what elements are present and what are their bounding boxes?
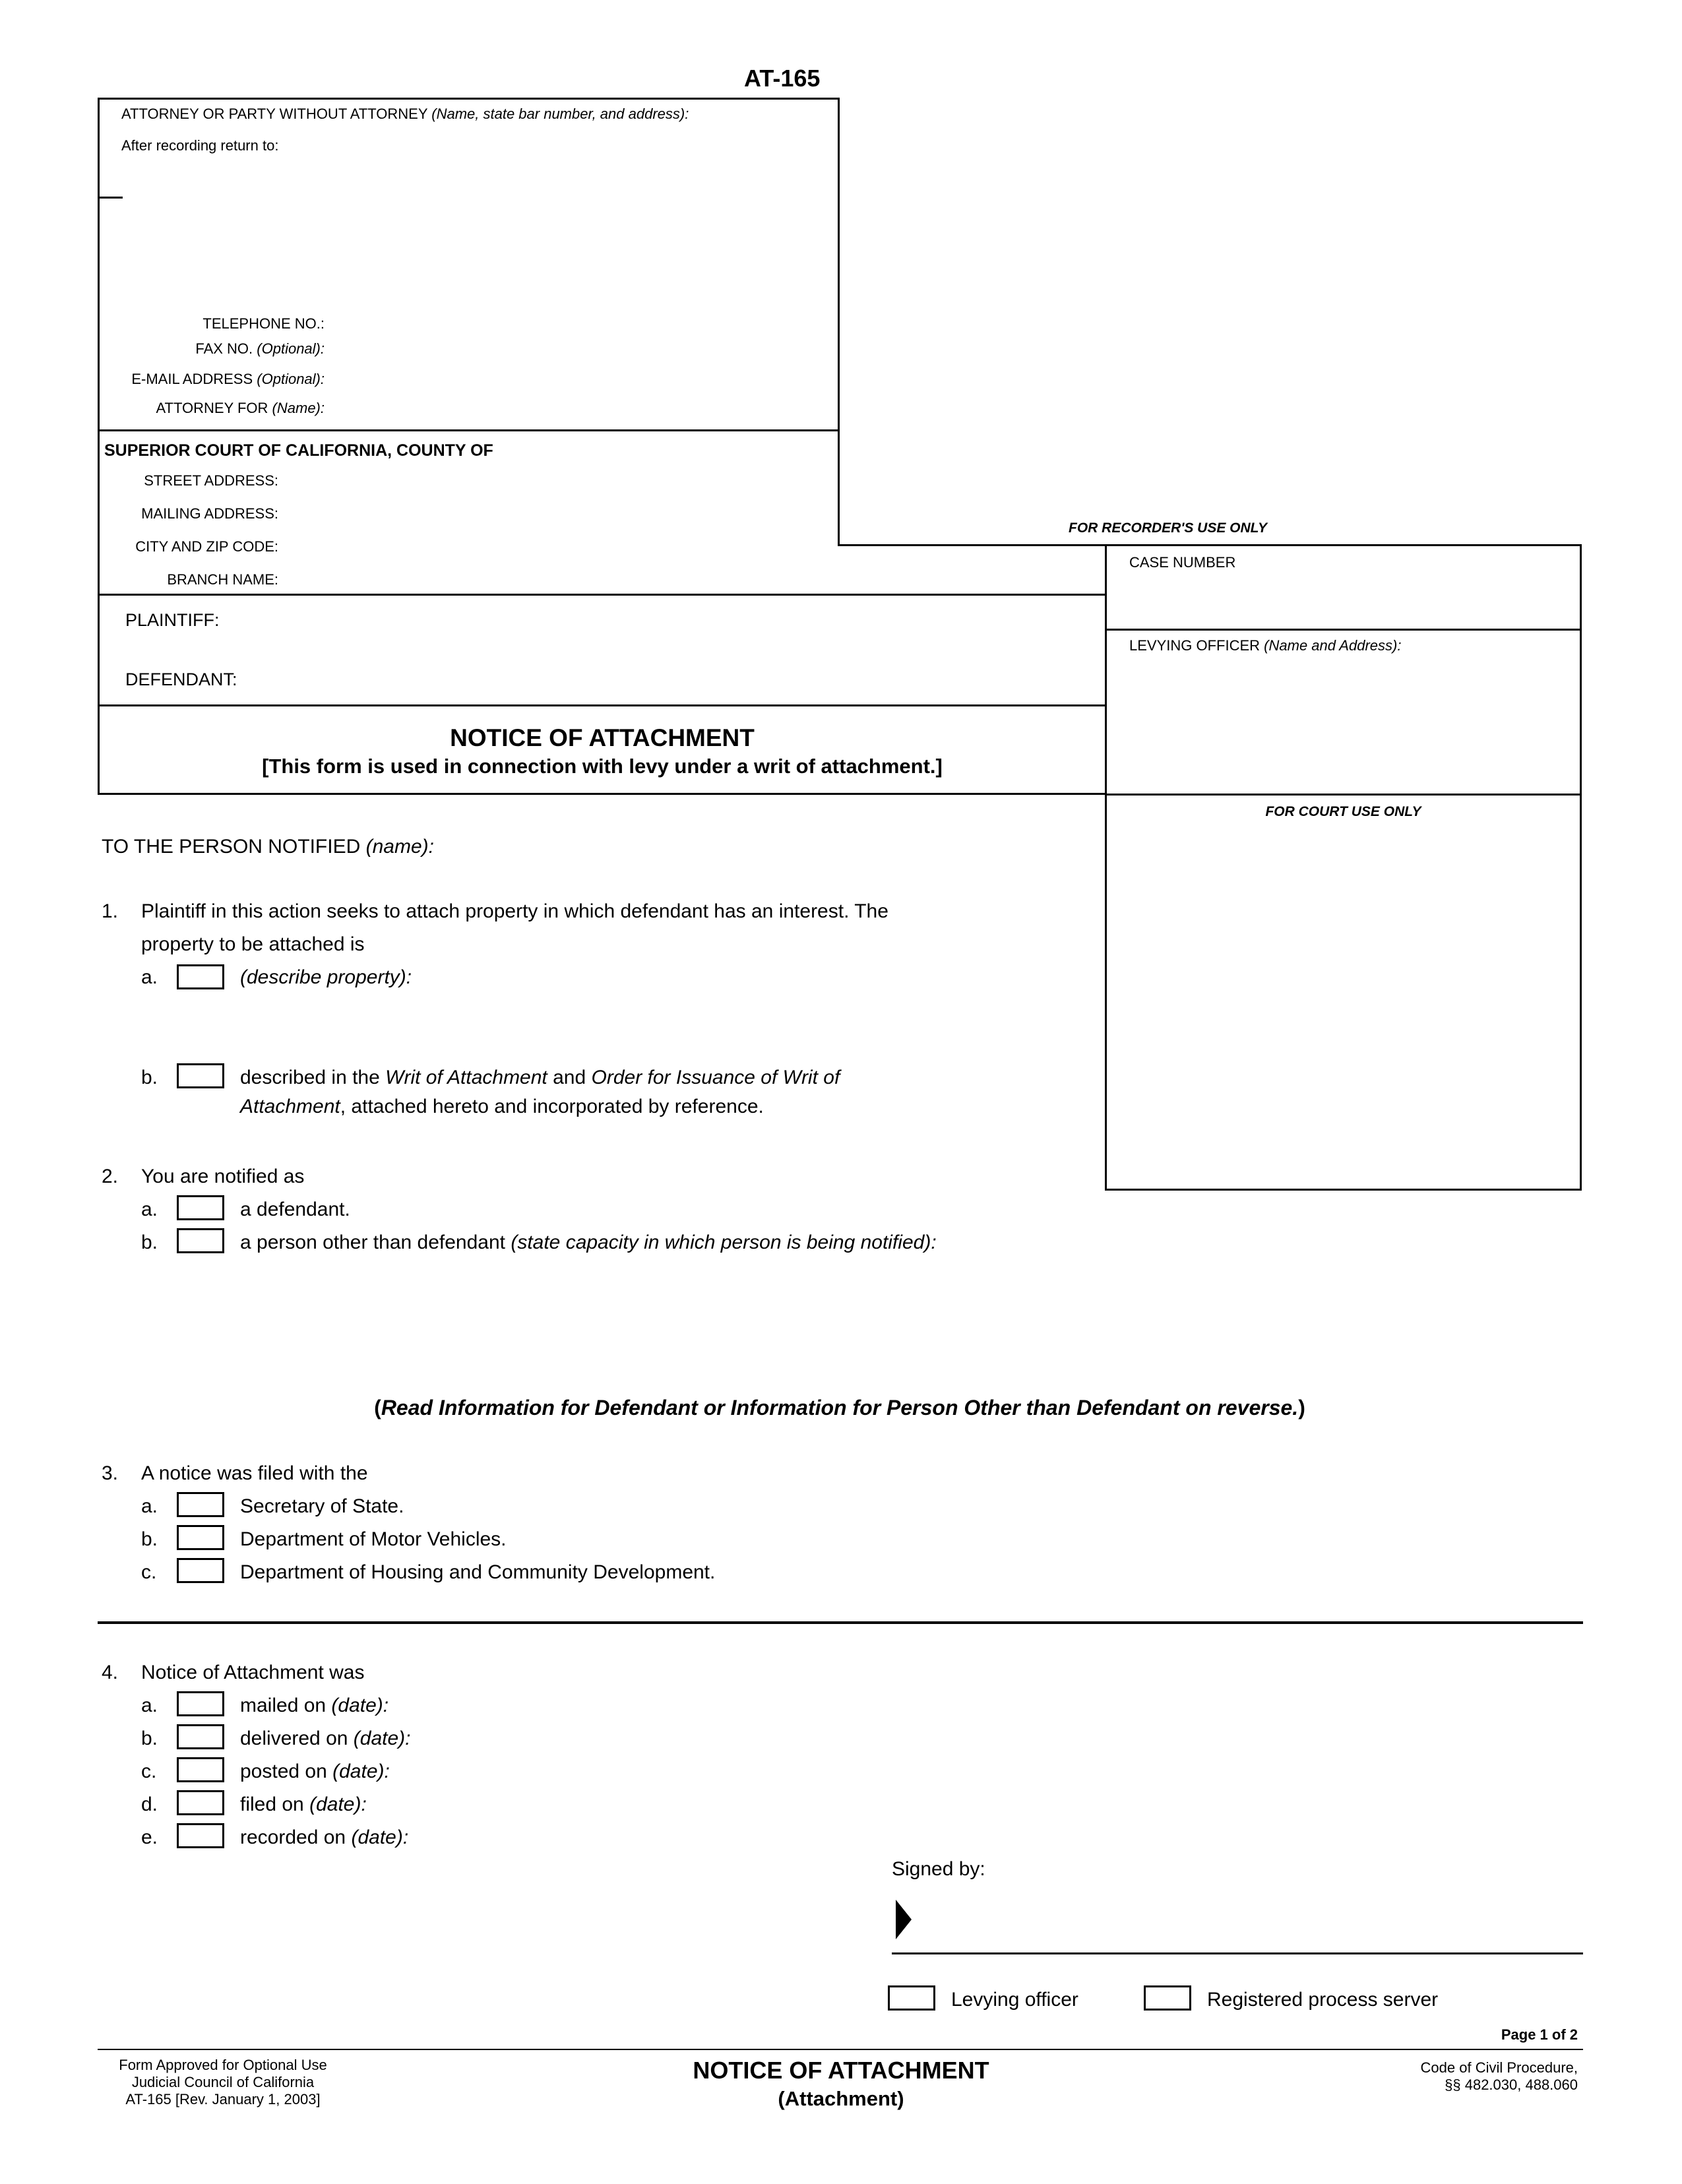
plaintiff-label: PLAINTIFF: — [125, 610, 220, 630]
recorder-box-bottom — [838, 544, 1582, 546]
item4c-text: posted on (date): — [240, 1761, 390, 1782]
form-number: AT-165 — [744, 65, 821, 92]
signature-line[interactable] — [892, 1952, 1583, 1954]
item1b-line2: Attachment, attached hereto and incorporated by reference. — [240, 1096, 764, 1117]
email-label: E-MAIL ADDRESS (Optional): — [131, 371, 325, 387]
process-server-option: Registered process server — [1207, 1989, 1439, 2011]
return-tick — [98, 197, 123, 199]
attorney-label: ATTORNEY OR PARTY WITHOUT ATTORNEY (Name, state bar number, and address): — [121, 106, 689, 122]
levying-officer-option: Levying officer — [951, 1989, 1078, 2011]
footer-code-label: Code of Civil Procedure, — [1420, 2059, 1578, 2076]
page-number: Page 1 of 2 — [1501, 2026, 1578, 2043]
fax-label: FAX NO. (Optional): — [195, 340, 325, 357]
right-column-left — [1105, 544, 1107, 1191]
signature-arrow-icon — [894, 1900, 913, 1939]
attorney-box-right — [838, 98, 840, 546]
recorder-use-label: FOR RECORDER'S USE ONLY — [1069, 520, 1267, 536]
title-bottom — [98, 793, 1107, 795]
form-title: NOTICE OF ATTACHMENT — [450, 724, 755, 751]
item2a-checkbox[interactable] — [177, 1195, 224, 1220]
footer-judicial-council: Judicial Council of California — [131, 2074, 315, 2090]
court-box-bottom — [98, 594, 1107, 596]
item3a-checkbox[interactable] — [177, 1492, 224, 1517]
item3b-checkbox[interactable] — [177, 1525, 224, 1550]
item4a-text: mailed on (date): — [240, 1695, 389, 1716]
item1b-checkbox[interactable] — [177, 1063, 224, 1088]
item1a-letter: a. — [141, 966, 158, 988]
form-left-border — [98, 98, 100, 795]
street-address-label: STREET ADDRESS: — [144, 472, 278, 489]
item2a-text: a defendant. — [240, 1199, 350, 1220]
item2b-text: a person other than defendant (state capacity in which person is being notified): — [240, 1232, 937, 1253]
person-notified-label: TO THE PERSON NOTIFIED (name): — [102, 836, 434, 858]
footer-subtitle: (Attachment) — [778, 2087, 904, 2110]
item4d-letter: d. — [141, 1794, 158, 1815]
footer-form-rev: AT-165 [Rev. January 1, 2003] — [125, 2091, 321, 2107]
item3-number: 3. — [102, 1462, 119, 1484]
item2-text: You are notified as — [141, 1166, 305, 1187]
item2a-letter: a. — [141, 1199, 158, 1220]
case-number-bottom — [1105, 629, 1582, 631]
item4d-checkbox[interactable] — [177, 1790, 224, 1815]
city-zip-label: CITY AND ZIP CODE: — [135, 538, 278, 555]
item4e-letter: e. — [141, 1826, 158, 1848]
item3b-text: Department of Motor Vehicles. — [240, 1528, 507, 1550]
item3c-text: Department of Housing and Community Development. — [240, 1561, 716, 1583]
mailing-address-label: MAILING ADDRESS: — [141, 505, 278, 522]
item3a-text: Secretary of State. — [240, 1495, 404, 1517]
signed-by-label: Signed by: — [892, 1858, 985, 1880]
item1b-line1: described in the Writ of Attachment and Order for Issuance of Writ of — [240, 1067, 840, 1088]
court-title: SUPERIOR COURT OF CALIFORNIA, COUNTY OF — [104, 441, 493, 460]
branch-name-label: BRANCH NAME: — [167, 571, 278, 588]
footer-title: NOTICE OF ATTACHMENT — [693, 2057, 989, 2084]
item2b-checkbox[interactable] — [177, 1228, 224, 1253]
item4-text: Notice of Attachment was — [141, 1662, 365, 1683]
levying-officer-checkbox[interactable] — [888, 1985, 935, 2011]
item4e-checkbox[interactable] — [177, 1823, 224, 1848]
attorney-for-label: ATTORNEY FOR (Name): — [156, 400, 325, 416]
attorney-box-top — [98, 98, 840, 100]
case-number-label: CASE NUMBER — [1129, 554, 1236, 571]
item4-number: 4. — [102, 1662, 119, 1683]
read-information-notice: (Read Information for Defendant or Information for Person Other than Defendant on reverse.) — [374, 1396, 1305, 1420]
item1a-checkbox[interactable] — [177, 964, 224, 989]
attorney-box-bottom — [98, 429, 840, 431]
footer-approved: Form Approved for Optional Use — [119, 2057, 327, 2073]
process-server-checkbox[interactable] — [1144, 1985, 1191, 2011]
item3-text: A notice was filed with the — [141, 1462, 368, 1484]
item4c-checkbox[interactable] — [177, 1757, 224, 1782]
after-recording-label: After recording return to: — [121, 137, 279, 154]
item4b-checkbox[interactable] — [177, 1724, 224, 1749]
item3a-letter: a. — [141, 1495, 158, 1517]
item4a-checkbox[interactable] — [177, 1691, 224, 1716]
item1-line2: property to be attached is — [141, 933, 365, 955]
telephone-label: TELEPHONE NO.: — [202, 315, 325, 332]
item4e-text: recorded on (date): — [240, 1826, 409, 1848]
parties-bottom — [98, 704, 1107, 706]
section-divider — [98, 1621, 1583, 1624]
form-subtitle: [This form is used in connection with levy under a writ of attachment.] — [262, 755, 943, 778]
levying-officer-label: LEVYING OFFICER (Name and Address): — [1129, 637, 1402, 654]
footer-rule — [98, 2049, 1583, 2050]
item2b-letter: b. — [141, 1232, 158, 1253]
item1b-letter: b. — [141, 1067, 158, 1088]
item3c-checkbox[interactable] — [177, 1558, 224, 1583]
item4c-letter: c. — [141, 1761, 157, 1782]
item1-number: 1. — [102, 900, 119, 922]
levying-officer-bottom — [1105, 794, 1582, 796]
footer-code-sections: §§ 482.030, 488.060 — [1445, 2076, 1578, 2093]
item4d-text: filed on (date): — [240, 1794, 367, 1815]
court-use-bottom — [1105, 1189, 1582, 1191]
item4b-letter: b. — [141, 1728, 158, 1749]
defendant-label: DEFENDANT: — [125, 670, 237, 689]
right-column-right — [1580, 544, 1582, 1191]
court-use-label: FOR COURT USE ONLY — [1265, 804, 1421, 819]
item2-number: 2. — [102, 1166, 119, 1187]
item1a-text: (describe property): — [240, 966, 412, 988]
item4a-letter: a. — [141, 1695, 158, 1716]
item4b-text: delivered on (date): — [240, 1728, 411, 1749]
item1-line1: Plaintiff in this action seeks to attach property in which defendant has an interest. The — [141, 900, 888, 922]
item3c-letter: c. — [141, 1561, 157, 1583]
item3b-letter: b. — [141, 1528, 158, 1550]
